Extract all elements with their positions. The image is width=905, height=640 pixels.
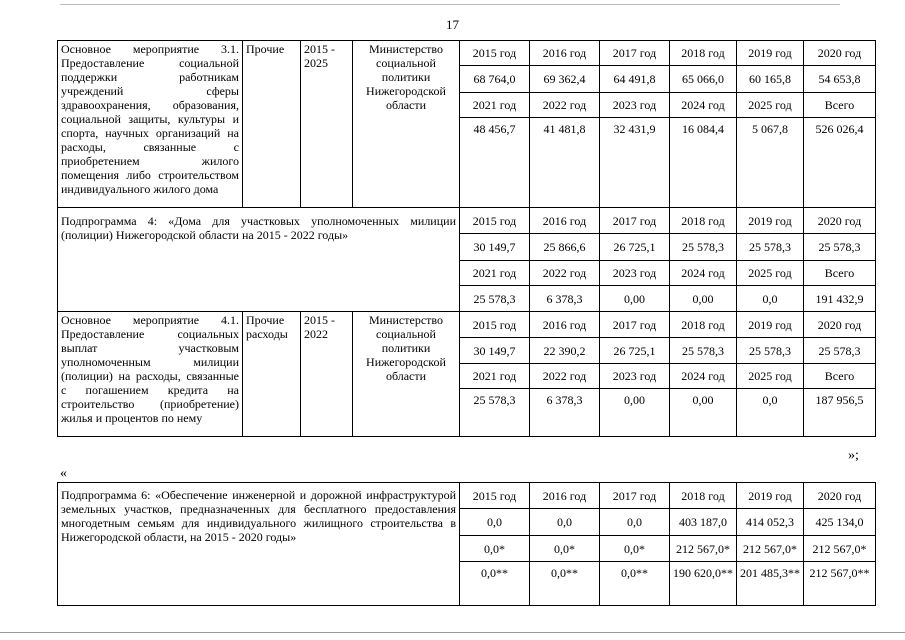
s1-year-cell: 2020 год: [804, 41, 876, 66]
s4-years-row: [58, 483, 876, 509]
s3-year-cell: 2017 год: [600, 312, 670, 338]
s4-value-2star-cell: 212 567,0**: [804, 562, 876, 606]
s4-year-cell: 2017 год: [600, 483, 670, 509]
s2-value-cell: 191 432,9: [804, 286, 876, 312]
opening-quote-mark: «: [60, 466, 67, 481]
s1-value-cell: 48 456,7: [460, 118, 530, 208]
s2-year-cell: 2017 год: [600, 208, 670, 234]
s1-year-cell: 2021 год: [460, 93, 530, 118]
s3-value-cell: 25 578,3: [460, 389, 530, 437]
s3-value-cell: 30 149,7: [460, 338, 530, 364]
s3-executor: Министерство социальной политики Нижегородской области: [353, 312, 460, 437]
s3-year-cell: 2021 год: [460, 364, 530, 389]
s4-subprogram-title: Подпрограмма 6: «Обеспечение инженерной и дорожной инфраструктурой земельных участков, предназначенных для бесплатного предоставления многодетным семьям для индивидуального жилищного строительства в Нижегородской области, на 2015 - 2020 годы»: [58, 483, 460, 606]
s4-value-cell: 414 052,3: [737, 509, 804, 536]
s2-subprogram-title: Подпрограмма 4: «Дома для участковых уполномоченных милиции (полиции) Нижегородской области на 2015 - 2022 годы»: [58, 208, 460, 312]
s1-value-cell: 5 067,8: [737, 118, 804, 208]
s1-year-cell: 2015 год: [460, 41, 530, 66]
s1-value-cell: 32 431,9: [600, 118, 670, 208]
s2-year-cell: 2020 год: [804, 208, 876, 234]
s1-year-cell: Всего: [804, 93, 876, 118]
s1-year-cell: 2019 год: [737, 41, 804, 66]
s1-value-cell: 68 764,0: [460, 66, 530, 93]
s3-value-cell: 6 378,3: [530, 389, 600, 437]
s4-value-2star-cell: 201 485,3**: [737, 562, 804, 606]
s2-year-cell: Всего: [804, 261, 876, 286]
s2-value-cell: 25 578,3: [460, 286, 530, 312]
s3-type: Прочие расходы: [243, 312, 301, 437]
closing-quote-mark: »;: [848, 448, 859, 463]
s2-value-cell: 0,0: [737, 286, 804, 312]
s3-value-cell: 0,0: [737, 389, 804, 437]
s4-value-cell: 403 187,0: [670, 509, 737, 536]
bottom-border-line: [0, 632, 905, 633]
s2-value-cell: 25 578,3: [804, 234, 876, 261]
s2-year-cell: 2022 год: [530, 261, 600, 286]
s4-value-star-cell: 212 567,0*: [737, 536, 804, 562]
s4-value-2star-cell: 190 620,0**: [670, 562, 737, 606]
s2-value-cell: 26 725,1: [600, 234, 670, 261]
s1-value-cell: 60 165,8: [737, 66, 804, 93]
s2-year-cell: 2024 год: [670, 261, 737, 286]
s2-years-row-1: [58, 208, 876, 234]
s3-year-cell: 2019 год: [737, 312, 804, 338]
s3-value-cell: 22 390,2: [530, 338, 600, 364]
s4-year-cell: 2015 год: [460, 483, 530, 509]
upper-table: [57, 40, 876, 437]
s3-year-cell: Всего: [804, 364, 876, 389]
s4-year-cell: 2019 год: [737, 483, 804, 509]
s2-year-cell: 2018 год: [670, 208, 737, 234]
s4-value-star-cell: 0,0*: [530, 536, 600, 562]
s2-year-cell: 2021 год: [460, 261, 530, 286]
s4-value-star-cell: 212 567,0*: [670, 536, 737, 562]
s2-year-cell: 2023 год: [600, 261, 670, 286]
s1-value-cell: 69 362,4: [530, 66, 600, 93]
s3-year-cell: 2025 год: [737, 364, 804, 389]
s4-value-star-cell: 0,0*: [460, 536, 530, 562]
s2-value-cell: 25 578,3: [737, 234, 804, 261]
s1-year-cell: 2024 год: [670, 93, 737, 118]
s3-value-cell: 25 578,3: [670, 338, 737, 364]
s4-value-cell: 0,0: [460, 509, 530, 536]
s4-value-cell: 425 134,0: [804, 509, 876, 536]
s4-value-cell: 0,0: [530, 509, 600, 536]
s1-value-cell: 16 084,4: [670, 118, 737, 208]
s4-value-2star-cell: 0,0**: [460, 562, 530, 606]
s1-value-cell: 526 026,4: [804, 118, 876, 208]
s3-value-cell: 25 578,3: [737, 338, 804, 364]
s1-value-cell: 41 481,8: [530, 118, 600, 208]
s1-year-cell: 2022 год: [530, 93, 600, 118]
s1-year-cell: 2018 год: [670, 41, 737, 66]
s1-executor: Министерство социальной политики Нижегородской области: [353, 41, 460, 208]
s2-year-cell: 2019 год: [737, 208, 804, 234]
s2-value-cell: 6 378,3: [530, 286, 600, 312]
s3-value-cell: 0,00: [600, 389, 670, 437]
s3-year-cell: 2015 год: [460, 312, 530, 338]
s3-value-cell: 0,00: [670, 389, 737, 437]
s1-value-cell: 65 066,0: [670, 66, 737, 93]
s4-year-cell: 2018 год: [670, 483, 737, 509]
s3-year-cell: 2020 год: [804, 312, 876, 338]
s1-period: 2015 - 2025: [301, 41, 353, 208]
lower-table: [57, 482, 876, 606]
s2-value-cell: 0,00: [670, 286, 737, 312]
s2-year-cell: 2015 год: [460, 208, 530, 234]
s3-year-cell: 2024 год: [670, 364, 737, 389]
s1-year-cell: 2025 год: [737, 93, 804, 118]
s4-year-cell: 2020 год: [804, 483, 876, 509]
s2-value-cell: 0,00: [600, 286, 670, 312]
s4-value-cell: 0,0: [600, 509, 670, 536]
s1-year-cell: 2023 год: [600, 93, 670, 118]
s4-value-2star-cell: 0,0**: [600, 562, 670, 606]
s4-value-star-cell: 212 567,0*: [804, 536, 876, 562]
s1-description: Основное мероприятие 3.1. Предоставление социальной поддержки работникам учреждений сферы здравоохранения, образования, социальной защиты, культуры и спорта, научных организаций на расходы, связанные с приобретением жилого помещения либо строительством индивидуального жилого дома: [58, 41, 243, 208]
s2-value-cell: 25 866,6: [530, 234, 600, 261]
s1-year-cell: 2017 год: [600, 41, 670, 66]
s2-value-cell: 30 149,7: [460, 234, 530, 261]
s4-year-cell: 2016 год: [530, 483, 600, 509]
s2-value-cell: 25 578,3: [670, 234, 737, 261]
s1-type: Прочие: [243, 41, 301, 208]
s2-year-cell: 2025 год: [737, 261, 804, 286]
s3-years-row-1: [58, 312, 876, 338]
top-border-line: [60, 4, 840, 5]
s4-value-star-cell: 0,0*: [600, 536, 670, 562]
s3-period: 2015 - 2022: [301, 312, 353, 437]
s3-value-cell: 26 725,1: [600, 338, 670, 364]
s3-year-cell: 2018 год: [670, 312, 737, 338]
s2-year-cell: 2016 год: [530, 208, 600, 234]
s3-description: Основное мероприятие 4.1. Предоставление социальных выплат участковым уполномоченным милиции (полиции) на расходы, связанные с погашением кредита на строительство (приобретение) жилья и процентов по нему: [58, 312, 243, 437]
s3-value-cell: 25 578,3: [804, 338, 876, 364]
s1-years-row-1: [58, 41, 876, 66]
s3-year-cell: 2023 год: [600, 364, 670, 389]
s3-year-cell: 2022 год: [530, 364, 600, 389]
page-number: 17: [446, 17, 459, 32]
s1-value-cell: 64 491,8: [600, 66, 670, 93]
s3-value-cell: 187 956,5: [804, 389, 876, 437]
s4-value-2star-cell: 0,0**: [530, 562, 600, 606]
s3-year-cell: 2016 год: [530, 312, 600, 338]
s1-value-cell: 54 653,8: [804, 66, 876, 93]
s1-year-cell: 2016 год: [530, 41, 600, 66]
